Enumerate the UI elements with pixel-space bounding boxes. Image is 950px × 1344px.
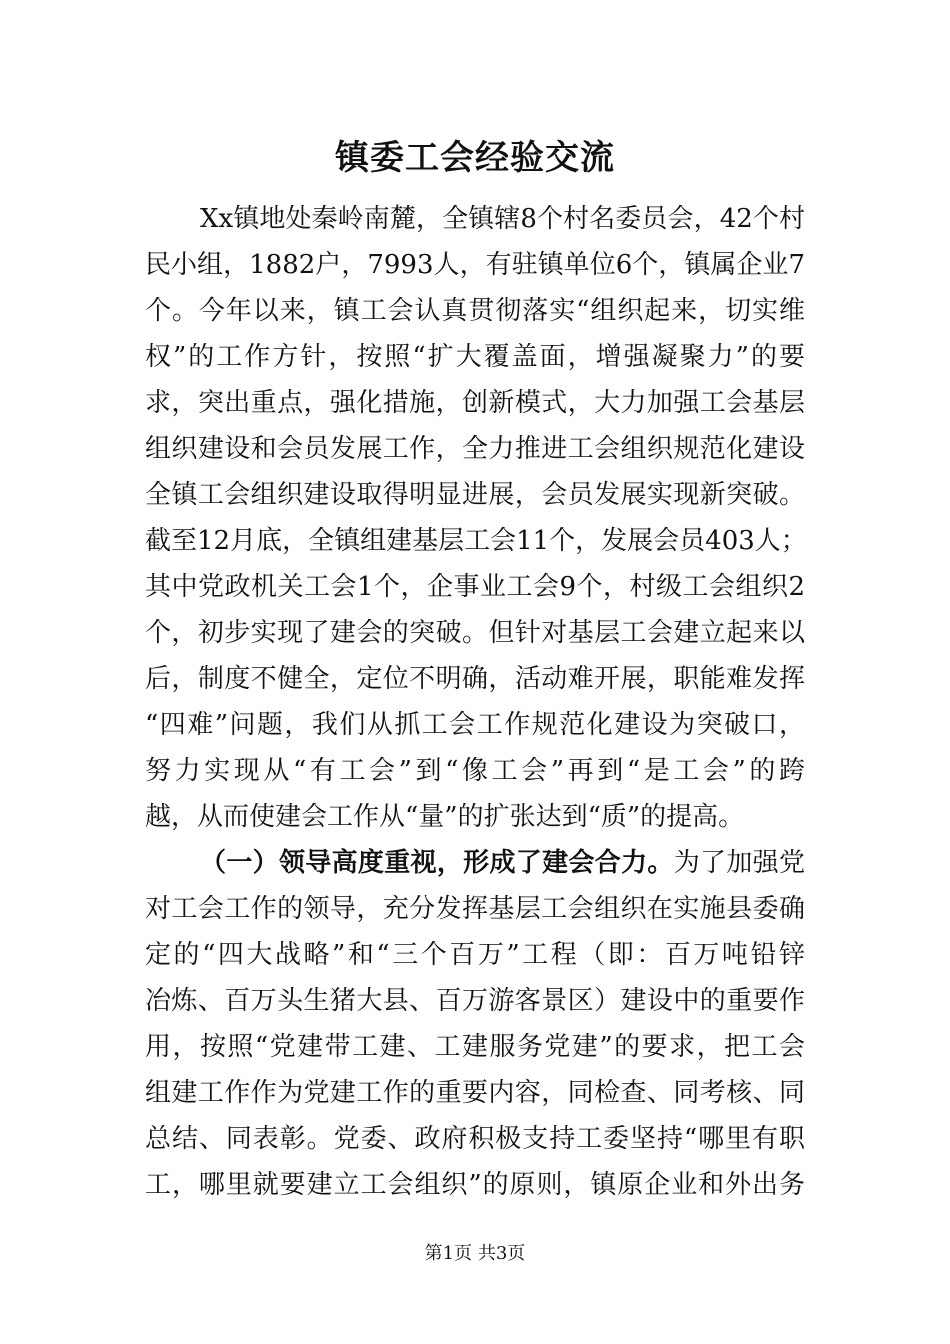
text-line: 其中党政机关工会1个，企事业工会9个，村级工会组织2: [145, 572, 805, 602]
text-line: 对工会工作的领导，充分发挥基层工会组织在实施县委确: [145, 894, 805, 924]
text-line: 权”的工作方针，按照“扩大覆盖面，增强凝聚力”的要: [145, 342, 805, 372]
text-line: 组建工作作为党建工作的重要内容，同检查、同考核、同: [145, 1078, 805, 1108]
text-line: 总结、同表彰。党委、政府积极支持工委坚持“哪里有职: [145, 1124, 805, 1154]
text-line: Xx镇地处秦岭南麓，全镇辖8个村名委员会，42个村: [200, 204, 805, 234]
text-line: [200, 840, 805, 886]
section-heading: （一）领导高度重视，形成了建会合力。: [200, 848, 674, 878]
document-title: 镇委工会经验交流: [335, 138, 615, 178]
text-line: 越，从而使建会工作从“量”的扩张达到“质”的提高。: [145, 802, 745, 832]
text-line: 个，初步实现了建会的突破。但针对基层工会建立起来以: [145, 618, 805, 648]
text-line: 工，哪里就要建立工会组织”的原则，镇原企业和外出务: [145, 1170, 805, 1200]
text-line: 求，突出重点，强化措施，创新模式，大力加强工会基层: [145, 388, 805, 418]
text-line: 用，按照“党建带工建、工建服务党建”的要求，把工会: [145, 1032, 805, 1062]
text-line: 冶炼、百万头生猪大县、百万游客景区）建设中的重要作: [145, 986, 805, 1016]
text-line: 个。今年以来，镇工会认真贯彻落实“组织起来，切实维: [145, 296, 805, 326]
text-line: 定的“四大战略”和“三个百万”工程（即：百万吨铅锌: [145, 940, 805, 970]
heading-continuation: 为了加强党: [673, 848, 805, 878]
text-line: 努力实现从“有工会”到“像工会”再到“是工会”的跨: [145, 756, 805, 786]
text-line: 后，制度不健全，定位不明确，活动难开展，职能难发挥: [145, 664, 805, 694]
text-line: 民小组，1882户，7993人，有驻镇单位6个，镇属企业7: [145, 250, 805, 280]
page-number: 第1页 共3页: [424, 1243, 526, 1264]
text-line: 组织建设和会员发展工作，全力推进工会组织规范化建设: [145, 434, 805, 464]
text-line: 截至12月底，全镇组建基层工会11个，发展会员403人；: [145, 526, 807, 556]
text-line: 全镇工会组织建设取得明显进展，会员发展实现新突破。: [145, 480, 805, 510]
text-line: “四难”问题，我们从抓工会工作规范化建设为突破口，: [145, 710, 805, 740]
